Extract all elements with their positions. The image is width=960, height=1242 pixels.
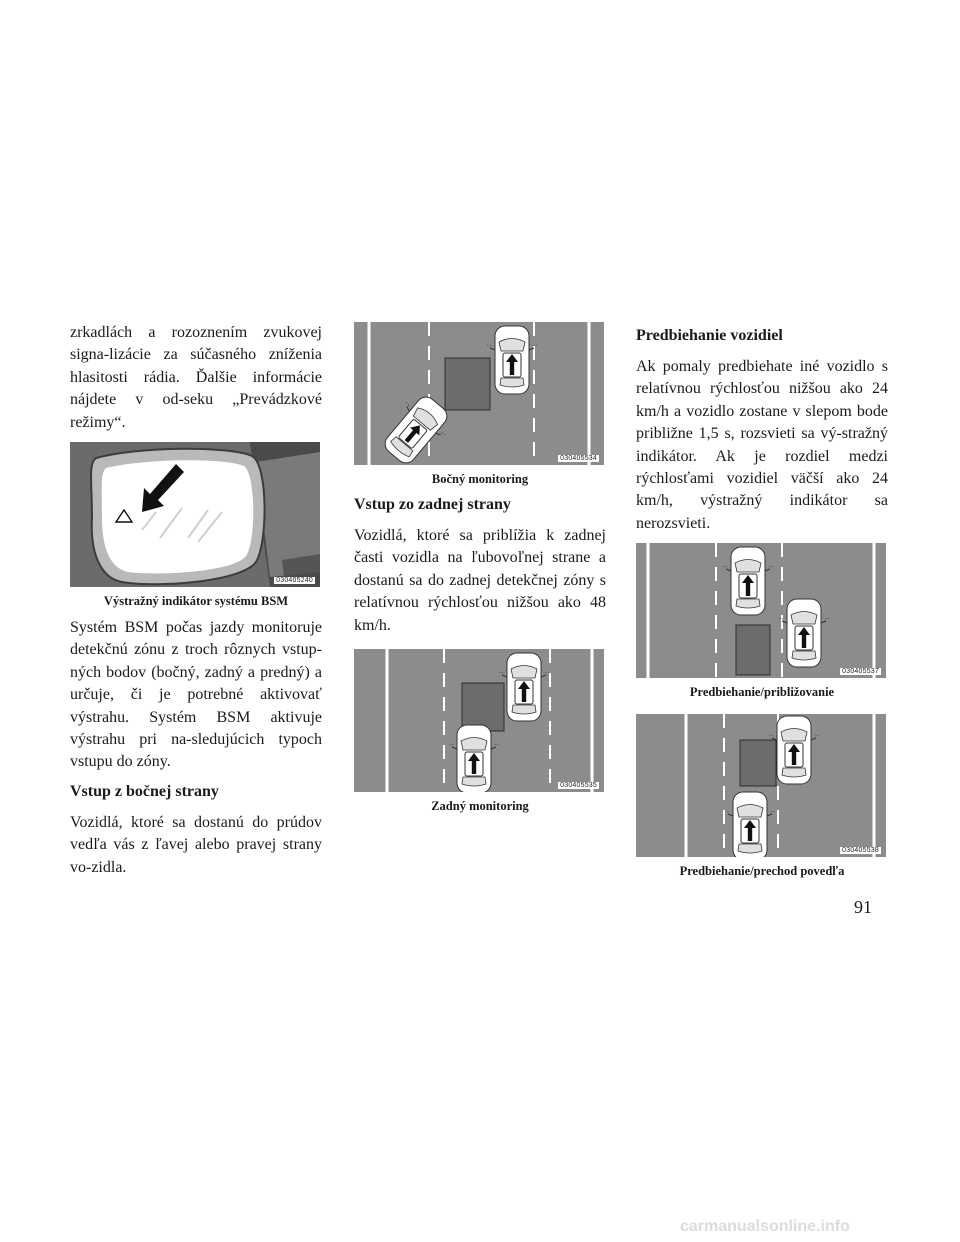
side-entry-paragraph: Vozidlá, ktoré sa dostanú do prúdov vedľa vás z ľavej alebo pravej strany vo-zidla. <box>70 813 322 876</box>
overtake-pass-diagram <box>636 714 886 857</box>
page-number: 91 <box>854 897 872 917</box>
caption-overtake-pass: Predbiehanie/prechod povedľa <box>679 864 845 879</box>
own-car-icon <box>487 326 537 394</box>
figure-code: 030405534 <box>560 455 597 462</box>
own-car-icon <box>499 653 549 721</box>
intro-paragraph: zrkadlách a rozoznením zvukovej signa-lizácie za súčasného zníženia hlasitosti rádia. Ďalšie informácie nájdete v od-seku „Prevádzkové režimy“. <box>70 324 322 431</box>
passing-car-icon <box>769 716 819 784</box>
figure-rear-monitoring <box>354 649 604 792</box>
column-middle <box>354 322 606 822</box>
rear-monitoring-diagram <box>354 649 604 792</box>
figure-code: 030405240 <box>276 577 313 585</box>
figure-mirror <box>70 442 320 587</box>
approaching-car-icon <box>723 547 773 615</box>
figure-overtake-pass <box>636 714 886 857</box>
column-right <box>636 322 888 887</box>
overtake-approach-diagram <box>636 543 886 678</box>
bsm-paragraph: Systém BSM počas jazdy monitoruje detekčnú zónu z troch rôznych vstup-ných bodov (bočný, zadný a predný) a určuje, či je potrebné aktivovať výstrahu. Systém BSM aktivuje výstrahu pri na-sledujúcich typoch vstupu do zóny. <box>70 619 322 771</box>
overtaking-paragraph: Ak pomaly predbiehate iné vozidlo s relatívnou rýchlosťou nižšou ako 24 km/h a vozidlo zostane v slepom bode približne 1,5 s, rozsvieti sa vý-stražný indikátor. Ak je rozdiel medzi rýchlosťami vozidiel väčší ako 24 km/h, výstražný indikátor sa nerozsvieti. <box>636 358 888 532</box>
caption-mirror: Výstražný indikátor systému BSM <box>103 594 289 609</box>
figure-code: 030405537 <box>842 668 879 676</box>
figure-code: 030405538 <box>842 847 879 855</box>
caption-rear-monitoring: Zadný monitoring <box>431 799 529 814</box>
caption-side-monitoring: Bočný monitoring <box>431 472 529 486</box>
rear-entry-paragraph: Vozidlá, ktoré sa priblížia k zadnej časti vozidla na ľubovoľnej strane a dostanú sa do zadnej detekčnej zóny s relatívnou rýchlosťou nižšou ako 48 km/h. <box>354 527 606 634</box>
heading-rear-entry: Vstup zo zadnej strany <box>354 496 511 513</box>
figure-overtake-approach <box>636 543 886 678</box>
figure-side-monitoring <box>354 322 604 465</box>
side-monitoring-diagram <box>354 322 604 465</box>
watermark: carmanualsonline.info <box>680 1218 850 1235</box>
figure-code: 030405535 <box>560 782 597 790</box>
mirror-illustration <box>70 442 320 587</box>
heading-overtaking: Predbiehanie vozidiel <box>636 327 783 344</box>
caption-overtake-approach: Predbiehanie/približovanie <box>689 685 835 700</box>
approaching-car-icon <box>449 725 499 792</box>
column-left <box>70 322 322 887</box>
own-car-icon <box>779 599 829 667</box>
heading-side-entry: Vstup z bočnej strany <box>70 782 219 800</box>
